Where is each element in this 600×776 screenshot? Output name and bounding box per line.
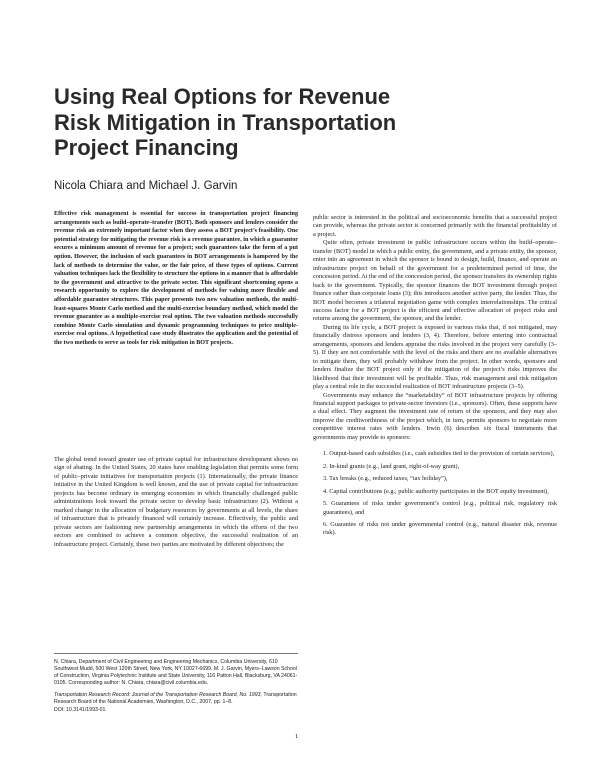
list-item: 3. Tax breaks (e.g., reduced taxes, “tax holiday”), [323,475,448,483]
author-affiliations: N. Chiara, Department of Civil Engineering and Engineering Mechanics, Columbia University, 610 Southwest Mudd, 500 West 120th Street, New York, NY 10027-6699. M. J. Garvin, Myers–Lawson School of Construction, Virginia Polytechnic Institute and State University, 116 Patton Hall, Blacksburg, VA 24061-0105. Corresponding author: N. Chiara, chiara@civil.columbia.edu. [54,659,298,687]
doi: DOI: 10.3141/1993-01 [54,706,106,713]
abstract: Effective risk management is essential for success in transportation project financing arrangements such as build–operate–transfer (BOT). Both sponsors and lenders consider the revenue risk an extremely important factor when they assess a BOT project’s feasibility. One potential strategy for mitigating the revenue risk is a revenue guarantee, in which a guarantor secures a minimum amount of revenue for a project; such guarantees take the form of a put option. However, the inclusion of such guarantees in BOT arrangements is hampered by the lack of methods to determine the value, or the fair price, of these types of options. Current valuation techniques lack the flexibility to structure the options in a manner that is affordable to the government and attractive to the private sector. This significant shortcoming opens a research opportunity to explore the development of methods for valuing more flexible and affordable guarantee structures. This paper presents two new valuation methods, the multi-least-squares Monte Carlo method and the multi-exercise boundary method, which model the revenue guarantee as a multiple-exercise real option. The two valuation methods successfully combine Monte Carlo simulation and dynamic programming techniques to price multiple-exercise real options. A hypothetical case study illustrates the application and the potential of the two methods to serve as tools for risk mitigation in BOT projects. [54,211,298,346]
journal-name: Transportation Research Record: Journal of the Transportation Research Board, No. 1993, [54,692,262,699]
body-paragraph: During its life cycle, a BOT project is exposed to various risks that, if not mitigated, may financially distress sponsors and lenders (3, 4). Therefore, before entering into contractual arrangements, sponsors and lenders appraise the risks involved in the project very carefully (3–5). If they are not comfortable with the level of the risks and there are no available alternatives to mitigate them, they will probably withdraw from the project. In other words, sponsors and lenders finalize the BOT project only if the mitigation of the project’s risks improves the likelihood that their investment will be profitable. Thus, risk management and risk mitigation play a central role in the successful realization of BOT infrastructure projects (3–5). [313,323,557,391]
list-item: 6. Guarantee of risks not under governmental control (e.g., natural disaster risk, revenue risk). [323,520,557,537]
page-number: 1 [295,733,299,740]
intro-paragraph: The global trend toward greater use of private capital for infrastructure development shows no sign of abating. In the United States, 20 states have enabling legislation that permits some form of public–private initiatives for transportation projects (1). Internationally, the private finance initiative in the United Kingdom is well known, and the use of private capital for infrastructure projects has become ordinary in emerging economies in which financially challenged public administrations look toward the private sector to develop basic infrastructure (2). Without a marked change in the allocation of budgetary resources by governments at all levels, the share of infrastructure that is privately financed will certainly increase. Effectively, the public and private sectors are fashioning new partnership arrangements in which the efforts of the two sectors are combined to achieve a common objective, the successful realization of an infrastructure project. Certainly, these two parties are motivated by different objectives; the [54,456,298,548]
list-item: 2. In-kind grants (e.g., land grant, right-of-way grant), [323,462,460,470]
right-column [313,214,557,538]
footnote-divider [54,653,298,654]
publisher-info: Transportation Research Board of the National Academies, Washington, D.C., 2007, pp. 1–8. [54,692,297,706]
list-item: 5. Guarantees of risks under government’s control (e.g., political risk, regulatory risk guarantees), and [323,500,557,516]
list-item: 4. Capital contributions (e.g., public authority participates in the BOT equity investment), [323,487,549,495]
paper-title: Using Real Options for Revenue Risk Mitigation in Transportation Project Financing [54,84,397,160]
citation-line [54,692,298,706]
footnote-block [54,659,298,714]
list-item: 1. Output-based cash subsidies (i.e., cash subsidies tied to the provision of certain services), [323,450,555,458]
author-line: Nicola Chiara and Michael J. Garvin [54,180,238,192]
fiscal-instruments-list [313,450,557,538]
body-paragraph: public sector is interested in the political and socioeconomic benefits that a successful project can provide, whereas the private sector is concerned primarily with the financial profitability of a project. [313,214,557,238]
body-paragraph: Quite often, private investment in public infrastructure occurs within the build–operate–transfer (BOT) model in which a public entity, the government, and a private entity, the sponsor, enter into an agreement in which the sponsor is bound to design, build, finance, and operate an infrastructure project on behalf of the government for a predetermined period of time, the concession period. At the end of the concession period, the sponsor transfers its ownership rights back to the government. Typically, the sponsor finances the BOT investment through project finance rather than corporate loans (3); this introduces another active party, the lender. Thus, the BOT model becomes a trilateral negotiation game with complex interrelationships. The critical success factor for a BOT project is the efficient and effective allocation of project risks and returns among the government, the sponsor, and the lender. [313,239,557,323]
body-paragraph: Governments may enhance the “marketability” of BOT infrastructure projects by offering financial support packages to private-sector investors (i.e., sponsors). Often, these supports have a dual effect. They augment the investment rate of return of the sponsors, and they may also improve the creditworthiness of the project which, in turn, permits sponsors to negotiate more competitive interest rates with lenders. Irwin (6) describes six fiscal instruments that governments may provide to sponsors: [313,391,557,441]
